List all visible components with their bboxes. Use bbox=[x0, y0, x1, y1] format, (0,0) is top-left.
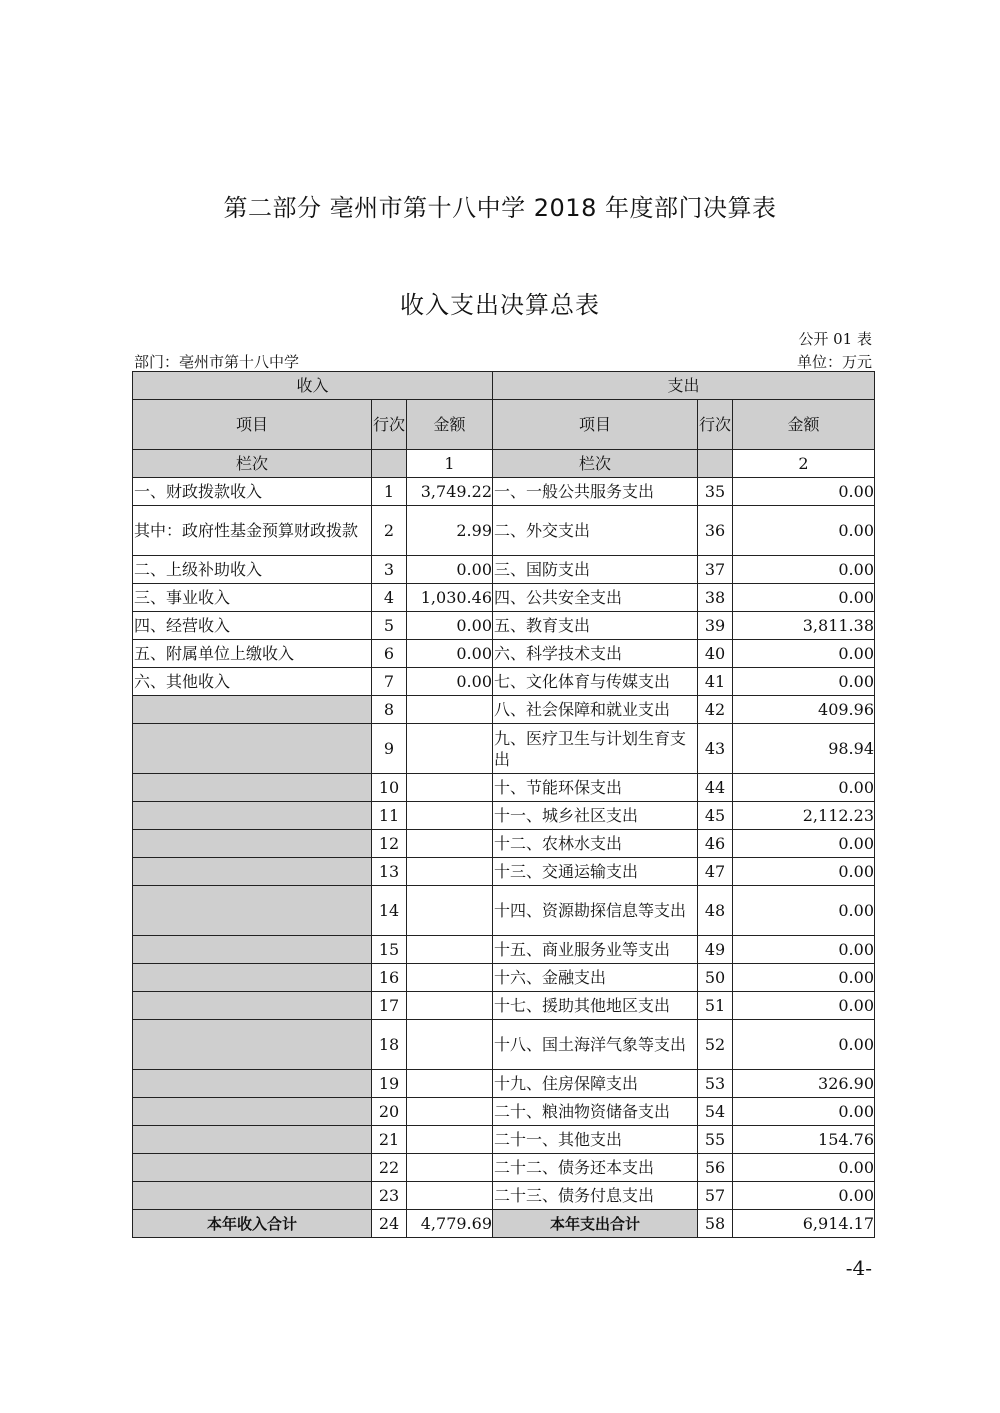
expense-item: 二十三、债务付息支出 bbox=[493, 1182, 698, 1210]
income-row-number: 10 bbox=[372, 774, 407, 802]
income-item bbox=[133, 774, 372, 802]
income-amount bbox=[407, 992, 493, 1020]
income-item bbox=[133, 696, 372, 724]
income-amount bbox=[407, 696, 493, 724]
expense-item: 二十二、债务还本支出 bbox=[493, 1154, 698, 1182]
income-item bbox=[133, 830, 372, 858]
expense-item: 十三、交通运输支出 bbox=[493, 858, 698, 886]
expense-amount: 3,811.38 bbox=[733, 612, 875, 640]
expense-row-number: 43 bbox=[698, 724, 733, 774]
income-row-number: 21 bbox=[372, 1126, 407, 1154]
expense-item: 十六、金融支出 bbox=[493, 964, 698, 992]
income-row-number: 16 bbox=[372, 964, 407, 992]
table-row bbox=[133, 1070, 875, 1098]
expense-amount: 0.00 bbox=[733, 886, 875, 936]
header-row-sections bbox=[133, 372, 875, 400]
income-item bbox=[133, 1126, 372, 1154]
expense-row-number: 41 bbox=[698, 668, 733, 696]
income-total-label: 本年收入合计 bbox=[133, 1210, 372, 1238]
expense-column-label: 栏次 bbox=[493, 450, 698, 478]
income-amount bbox=[407, 1126, 493, 1154]
expense-amount: 0.00 bbox=[733, 992, 875, 1020]
income-row-number: 13 bbox=[372, 858, 407, 886]
expense-amount: 0.00 bbox=[733, 1182, 875, 1210]
table-row bbox=[133, 556, 875, 584]
income-item bbox=[133, 724, 372, 774]
income-column-label: 栏次 bbox=[133, 450, 372, 478]
expense-row-number: 47 bbox=[698, 858, 733, 886]
document-heading: 第二部分 亳州市第十八中学 2018 年度部门决算表 bbox=[223, 194, 777, 222]
expense-amount: 409.96 bbox=[733, 696, 875, 724]
income-item bbox=[133, 936, 372, 964]
income-amount bbox=[407, 964, 493, 992]
income-row-number: 19 bbox=[372, 1070, 407, 1098]
income-amount: 1,030.46 bbox=[407, 584, 493, 612]
income-row-number: 4 bbox=[372, 584, 407, 612]
expense-item: 九、医疗卫生与计划生育支出 bbox=[493, 724, 698, 774]
income-item bbox=[133, 1020, 372, 1070]
income-amount bbox=[407, 886, 493, 936]
income-item-header: 项目 bbox=[133, 400, 372, 450]
income-row-number: 17 bbox=[372, 992, 407, 1020]
unit-label: 单位：万元 bbox=[796, 353, 872, 371]
expense-item: 十一、城乡社区支出 bbox=[493, 802, 698, 830]
expense-total-amount: 6,914.17 bbox=[733, 1210, 875, 1238]
expense-row-number: 35 bbox=[698, 478, 733, 506]
income-amount: 2.99 bbox=[407, 506, 493, 556]
expense-row-number: 39 bbox=[698, 612, 733, 640]
expense-amount: 0.00 bbox=[733, 668, 875, 696]
column-label-row bbox=[133, 450, 875, 478]
expense-row-number: 42 bbox=[698, 696, 733, 724]
expense-row-number: 50 bbox=[698, 964, 733, 992]
table-row bbox=[133, 886, 875, 936]
table-row bbox=[133, 992, 875, 1020]
expense-row-number: 46 bbox=[698, 830, 733, 858]
income-item: 其中：政府性基金预算财政拨款 bbox=[133, 506, 372, 556]
income-amount bbox=[407, 1182, 493, 1210]
expense-rowno-header: 行次 bbox=[698, 400, 733, 450]
department-label: 部门：亳州市第十八中学 bbox=[134, 353, 300, 371]
totals-row bbox=[133, 1210, 875, 1238]
income-item: 二、上级补助收入 bbox=[133, 556, 372, 584]
expense-amount: 0.00 bbox=[733, 556, 875, 584]
income-row-number: 14 bbox=[372, 886, 407, 936]
expense-amount: 0.00 bbox=[733, 858, 875, 886]
income-amount bbox=[407, 724, 493, 774]
expense-row-number: 40 bbox=[698, 640, 733, 668]
income-amount bbox=[407, 1020, 493, 1070]
income-row-number: 18 bbox=[372, 1020, 407, 1070]
income-row-number: 9 bbox=[372, 724, 407, 774]
expense-amount: 0.00 bbox=[733, 1098, 875, 1126]
expense-item: 五、教育支出 bbox=[493, 612, 698, 640]
income-row-number: 3 bbox=[372, 556, 407, 584]
table-row bbox=[133, 478, 875, 506]
income-item bbox=[133, 1070, 372, 1098]
income-amount bbox=[407, 1098, 493, 1126]
income-amount bbox=[407, 1154, 493, 1182]
income-item bbox=[133, 992, 372, 1020]
income-amount bbox=[407, 1070, 493, 1098]
expense-item-header: 项目 bbox=[493, 400, 698, 450]
expense-row-number: 53 bbox=[698, 1070, 733, 1098]
table-row bbox=[133, 802, 875, 830]
expense-item: 二十一、其他支出 bbox=[493, 1126, 698, 1154]
expense-column-number: 2 bbox=[733, 450, 875, 478]
table-row bbox=[133, 1126, 875, 1154]
table-row bbox=[133, 1020, 875, 1070]
expense-item: 六、科学技术支出 bbox=[493, 640, 698, 668]
expense-item: 十二、农林水支出 bbox=[493, 830, 698, 858]
income-amount: 3,749.22 bbox=[407, 478, 493, 506]
income-item bbox=[133, 1182, 372, 1210]
expense-row-number: 56 bbox=[698, 1154, 733, 1182]
income-item bbox=[133, 802, 372, 830]
expense-amount: 326.90 bbox=[733, 1070, 875, 1098]
income-row-number: 12 bbox=[372, 830, 407, 858]
expense-row-number: 52 bbox=[698, 1020, 733, 1070]
expense-item: 一、一般公共服务支出 bbox=[493, 478, 698, 506]
income-item bbox=[133, 964, 372, 992]
expense-amount: 0.00 bbox=[733, 506, 875, 556]
expense-amount: 0.00 bbox=[733, 1020, 875, 1070]
income-row-number: 1 bbox=[372, 478, 407, 506]
expense-row-number: 36 bbox=[698, 506, 733, 556]
page-number: -4- bbox=[845, 1256, 872, 1280]
income-item bbox=[133, 1098, 372, 1126]
expense-item: 十五、商业服务业等支出 bbox=[493, 936, 698, 964]
income-item: 四、经营收入 bbox=[133, 612, 372, 640]
income-row-number: 22 bbox=[372, 1154, 407, 1182]
table-row bbox=[133, 830, 875, 858]
expense-item: 七、文化体育与传媒支出 bbox=[493, 668, 698, 696]
income-item: 一、财政拨款收入 bbox=[133, 478, 372, 506]
expense-amount: 0.00 bbox=[733, 478, 875, 506]
income-row-number: 8 bbox=[372, 696, 407, 724]
expense-row-number: 37 bbox=[698, 556, 733, 584]
table-row bbox=[133, 858, 875, 886]
expense-amount: 0.00 bbox=[733, 936, 875, 964]
income-row-number: 23 bbox=[372, 1182, 407, 1210]
income-amount bbox=[407, 858, 493, 886]
income-row-number: 15 bbox=[372, 936, 407, 964]
expense-amount: 98.94 bbox=[733, 724, 875, 774]
income-row-number: 11 bbox=[372, 802, 407, 830]
expense-header: 支出 bbox=[493, 372, 875, 400]
table-row bbox=[133, 584, 875, 612]
income-item: 五、附属单位上缴收入 bbox=[133, 640, 372, 668]
table-row bbox=[133, 612, 875, 640]
income-amount-header: 金额 bbox=[407, 400, 493, 450]
income-rowno-header: 行次 bbox=[372, 400, 407, 450]
expense-item: 十七、援助其他地区支出 bbox=[493, 992, 698, 1020]
header-row-columns bbox=[133, 400, 875, 450]
expense-item: 二、外交支出 bbox=[493, 506, 698, 556]
expense-amount: 154.76 bbox=[733, 1126, 875, 1154]
income-amount: 0.00 bbox=[407, 640, 493, 668]
income-amount: 0.00 bbox=[407, 668, 493, 696]
table-title: 收入支出决算总表 bbox=[400, 291, 600, 319]
expense-item: 二十、粮油物资储备支出 bbox=[493, 1098, 698, 1126]
expense-row-number: 44 bbox=[698, 774, 733, 802]
income-amount bbox=[407, 774, 493, 802]
income-row-number: 2 bbox=[372, 506, 407, 556]
form-number: 公开 01 表 bbox=[798, 330, 872, 348]
expense-column-label-blank bbox=[698, 450, 733, 478]
income-row-number: 6 bbox=[372, 640, 407, 668]
income-amount: 0.00 bbox=[407, 612, 493, 640]
table-row bbox=[133, 1098, 875, 1126]
expense-item: 四、公共安全支出 bbox=[493, 584, 698, 612]
expense-amount: 0.00 bbox=[733, 830, 875, 858]
table-row bbox=[133, 1182, 875, 1210]
expense-row-number: 57 bbox=[698, 1182, 733, 1210]
table-row bbox=[133, 964, 875, 992]
expense-row-number: 49 bbox=[698, 936, 733, 964]
income-header: 收入 bbox=[133, 372, 493, 400]
table-row bbox=[133, 668, 875, 696]
income-item: 六、其他收入 bbox=[133, 668, 372, 696]
income-item bbox=[133, 1154, 372, 1182]
expense-row-number: 55 bbox=[698, 1126, 733, 1154]
table-row bbox=[133, 936, 875, 964]
income-total-row-number: 24 bbox=[372, 1210, 407, 1238]
expense-total-label: 本年支出合计 bbox=[493, 1210, 698, 1238]
expense-amount: 0.00 bbox=[733, 964, 875, 992]
expense-amount: 0.00 bbox=[733, 640, 875, 668]
income-item bbox=[133, 858, 372, 886]
table-row bbox=[133, 696, 875, 724]
income-row-number: 20 bbox=[372, 1098, 407, 1126]
expense-row-number: 48 bbox=[698, 886, 733, 936]
expense-amount-header: 金额 bbox=[733, 400, 875, 450]
expense-amount: 0.00 bbox=[733, 584, 875, 612]
income-amount: 0.00 bbox=[407, 556, 493, 584]
income-expense-table bbox=[132, 371, 875, 1238]
expense-row-number: 45 bbox=[698, 802, 733, 830]
income-item bbox=[133, 886, 372, 936]
expense-row-number: 54 bbox=[698, 1098, 733, 1126]
expense-item: 八、社会保障和就业支出 bbox=[493, 696, 698, 724]
table-row bbox=[133, 1154, 875, 1182]
table-row bbox=[133, 640, 875, 668]
income-row-number: 7 bbox=[372, 668, 407, 696]
expense-row-number: 38 bbox=[698, 584, 733, 612]
income-amount bbox=[407, 830, 493, 858]
income-amount bbox=[407, 802, 493, 830]
table-row bbox=[133, 506, 875, 556]
table-row bbox=[133, 774, 875, 802]
expense-item: 十、节能环保支出 bbox=[493, 774, 698, 802]
expense-amount: 0.00 bbox=[733, 1154, 875, 1182]
expense-item: 十九、住房保障支出 bbox=[493, 1070, 698, 1098]
expense-item: 十四、资源勘探信息等支出 bbox=[493, 886, 698, 936]
income-row-number: 5 bbox=[372, 612, 407, 640]
expense-item: 三、国防支出 bbox=[493, 556, 698, 584]
expense-amount: 0.00 bbox=[733, 774, 875, 802]
expense-total-row-number: 58 bbox=[698, 1210, 733, 1238]
expense-item: 十八、国土海洋气象等支出 bbox=[493, 1020, 698, 1070]
income-amount bbox=[407, 936, 493, 964]
expense-amount: 2,112.23 bbox=[733, 802, 875, 830]
table-row bbox=[133, 724, 875, 774]
expense-row-number: 51 bbox=[698, 992, 733, 1020]
income-total-amount: 4,779.69 bbox=[407, 1210, 493, 1238]
income-item: 三、事业收入 bbox=[133, 584, 372, 612]
income-column-label-blank bbox=[372, 450, 407, 478]
income-column-number: 1 bbox=[407, 450, 493, 478]
